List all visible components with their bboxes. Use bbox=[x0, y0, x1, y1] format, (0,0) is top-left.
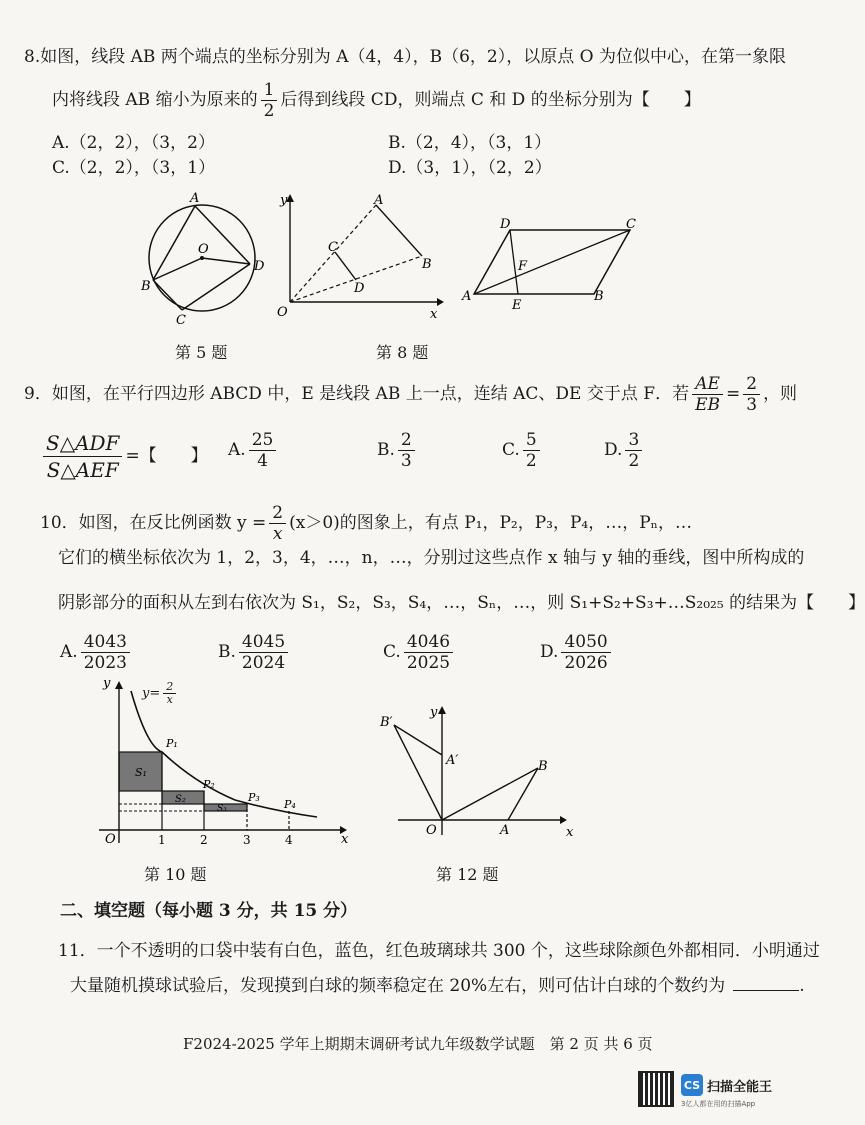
q10-option-c-label: C. bbox=[383, 642, 401, 662]
fig12-label-a: A bbox=[500, 823, 510, 838]
fig5-label-d: D bbox=[254, 259, 265, 274]
fig5-label-c: C bbox=[176, 313, 186, 328]
fig10-function-label bbox=[142, 681, 179, 706]
q10-line2: 它们的横坐标依次为 1，2，3，4，…，n，…，分别过这些点作 x 轴与 y 轴的垂线，图中所构成的 bbox=[58, 548, 805, 568]
qr-code-icon bbox=[638, 1071, 674, 1107]
q9-option-d-num: 3 bbox=[625, 430, 642, 451]
q9-ratio-num: AE bbox=[692, 374, 723, 395]
fig12-label-y: y bbox=[430, 705, 438, 720]
fig5-chord-ba bbox=[153, 206, 195, 280]
q10-option-c bbox=[383, 632, 456, 673]
fig8-segment-cd bbox=[335, 252, 356, 280]
fig8-label-y: y bbox=[280, 193, 288, 208]
fig5-label-b: B bbox=[141, 279, 151, 294]
q10-option-a-num: 4043 bbox=[81, 632, 130, 653]
figure-5 bbox=[140, 188, 275, 328]
q10-fn-den: x bbox=[272, 524, 283, 544]
q9-eq: = bbox=[725, 384, 741, 404]
figure-8 bbox=[272, 190, 447, 322]
fig10-tick-3: 3 bbox=[243, 833, 251, 847]
q10-option-c-num: 4046 bbox=[404, 632, 453, 653]
fig10-label-o: O bbox=[105, 832, 116, 847]
fig10-label-x: x bbox=[341, 832, 349, 847]
q9-ratio-value bbox=[743, 374, 760, 415]
fig10-label-p2: P₂ bbox=[203, 778, 215, 791]
scanner-tagline: 3亿人都在用的扫描App bbox=[681, 1100, 756, 1108]
fig12-x-arrow bbox=[560, 816, 567, 824]
section-2-heading: 二、填空题（每小题 3 分，共 15 分） bbox=[60, 901, 358, 921]
scanner-logo-icon: CS bbox=[681, 1074, 703, 1096]
q9-area-ratio bbox=[43, 430, 122, 483]
q10-line1-pre: 10．如图，在反比例函数 y = bbox=[40, 513, 267, 533]
fig8-label-d: D bbox=[354, 281, 365, 296]
q10-line3: 阴影部分的面积从左到右依次为 S₁，S₂，S₃，S₄，…，Sₙ，…，则 S₁+S₂+S₃+…S₂₀₂₅ 的结果为【 】 bbox=[58, 593, 865, 613]
q8-frac-den: 2 bbox=[263, 101, 275, 121]
fig10-fn-frac bbox=[163, 681, 176, 706]
q8-option-d: D.（3，1），（2，2） bbox=[388, 158, 552, 178]
fig8-caption: 第 8 题 bbox=[376, 343, 429, 362]
fig9-label-f: F bbox=[518, 259, 528, 274]
fig10-y-arrow bbox=[115, 681, 123, 689]
fig8-x-arrow bbox=[437, 298, 444, 306]
fig9-label-e: E bbox=[512, 298, 522, 313]
q8-line1: 8.如图，线段 AB 两个端点的坐标分别为 A（4，4），B（6，2），以原点 O 为位似中心，在第一象限 bbox=[24, 47, 786, 67]
fig10-label-s3: S₃ bbox=[217, 804, 227, 814]
q10-function-frac bbox=[269, 503, 286, 544]
q9-option-c-label: C. bbox=[502, 440, 520, 460]
fig12-label-a1: A′ bbox=[446, 753, 459, 768]
fig9-segment-de bbox=[510, 230, 518, 294]
q10-line1-post: (x＞0)的图象上，有点 P₁，P₂，P₃，P₄，…，Pₙ，… bbox=[289, 513, 693, 533]
fig10-label-p4: P₄ bbox=[284, 798, 296, 811]
q9-option-b bbox=[377, 430, 418, 471]
q10-option-d-num: 4050 bbox=[561, 632, 610, 653]
fig8-label-o: O bbox=[277, 305, 288, 320]
fig10-label-y: y bbox=[103, 676, 111, 691]
q9-line2 bbox=[40, 430, 208, 483]
fig8-label-a: A bbox=[374, 193, 384, 208]
fig9-label-b: B bbox=[594, 289, 604, 304]
fig12-label-b1: B′ bbox=[380, 715, 393, 730]
q9-option-a-label: A. bbox=[228, 440, 246, 460]
figure-12 bbox=[370, 700, 580, 840]
q11-line2: 大量随机摸球试验后，发现摸到白球的频率稳定在 20%左右，则可估计白球的个数约为 . bbox=[70, 976, 805, 996]
fig10-tick-2: 2 bbox=[200, 833, 208, 847]
q9-option-c-frac bbox=[523, 430, 540, 471]
q9-option-b-num: 2 bbox=[398, 430, 415, 451]
q10-option-a-frac bbox=[81, 632, 130, 673]
fig12-caption: 第 12 题 bbox=[436, 865, 499, 884]
q9-ratio-den: EB bbox=[695, 395, 720, 415]
fig8-label-x: x bbox=[430, 307, 438, 322]
fig9-label-d: D bbox=[500, 217, 511, 232]
fig12-label-b: B bbox=[538, 759, 548, 774]
fig5-radius-ob bbox=[153, 258, 202, 280]
fig8-segment-ab bbox=[376, 205, 422, 256]
q10-line1 bbox=[40, 503, 692, 544]
fig10-label-p1: P₁ bbox=[166, 737, 178, 750]
fig8-label-c: C bbox=[328, 240, 338, 255]
fig5-label-o: O bbox=[198, 242, 209, 257]
q9-line1 bbox=[24, 374, 797, 415]
fig5-radius-od bbox=[202, 258, 250, 264]
q9-option-d-frac bbox=[625, 430, 642, 471]
q8-line2 bbox=[52, 80, 701, 121]
q9-area-den: S△AEF bbox=[46, 458, 119, 482]
q10-option-b-label: B. bbox=[218, 642, 236, 662]
q9-option-a bbox=[228, 430, 279, 471]
q11-line2-text: 大量随机摸球试验后，发现摸到白球的频率稳定在 20%左右，则可估计白球的个数约为 bbox=[70, 976, 726, 996]
fig10-caption: 第 10 题 bbox=[144, 865, 207, 884]
q10-option-d-den: 2026 bbox=[564, 653, 608, 673]
fig10-tick-4: 4 bbox=[285, 833, 293, 847]
figure-10 bbox=[95, 675, 355, 850]
fig9-diagonal-ac bbox=[474, 230, 630, 294]
fig5-chord-cb bbox=[153, 280, 182, 310]
q9-then: ，则 bbox=[763, 384, 798, 404]
q10-option-a-label: A. bbox=[60, 642, 78, 662]
fig10-fn-num: 2 bbox=[163, 681, 176, 694]
q10-option-d-frac bbox=[561, 632, 610, 673]
q9-option-c bbox=[502, 430, 543, 471]
q10-option-d-label: D. bbox=[540, 642, 559, 662]
figure-9 bbox=[460, 214, 645, 314]
q10-option-c-den: 2025 bbox=[406, 653, 451, 673]
q10-option-b bbox=[218, 632, 291, 673]
fig5-label-a: A bbox=[190, 191, 200, 206]
q8-line2-post: 后得到线段 CD，则端点 C 和 D 的坐标分别为【 】 bbox=[280, 90, 701, 110]
fig10-tick-1: 1 bbox=[158, 833, 166, 847]
q10-option-b-frac bbox=[239, 632, 288, 673]
q10-option-b-num: 4045 bbox=[239, 632, 288, 653]
q9-option-b-frac bbox=[398, 430, 415, 471]
q8-frac-num: 1 bbox=[261, 80, 278, 101]
fig10-label-s1: S₁ bbox=[135, 766, 147, 779]
q9-bracket: =【 】 bbox=[125, 446, 208, 466]
q10-option-b-den: 2024 bbox=[241, 653, 286, 673]
q8-fraction bbox=[261, 80, 278, 121]
q9-area-num: S△ADF bbox=[43, 430, 122, 457]
q9-ratio-value-num: 2 bbox=[743, 374, 760, 395]
q11-line1: 11．一个不透明的口袋中装有白色，蓝色，红色玻璃球共 300 个，这些球除颜色外都相同．小明通过 bbox=[58, 941, 820, 961]
q9-line1-text: 9．如图，在平行四边形 ABCD 中，E 是线段 AB 上一点，连结 AC、DE 交于点 F．若 bbox=[24, 384, 690, 404]
q9-option-a-den: 4 bbox=[257, 451, 268, 471]
fig9-label-c: C bbox=[626, 217, 636, 232]
q9-option-d-label: D. bbox=[604, 440, 623, 460]
q8-option-b: B.（2，4），（3，1） bbox=[388, 133, 552, 153]
q9-option-c-den: 2 bbox=[525, 451, 537, 471]
q10-fn-num: 2 bbox=[269, 503, 286, 524]
fig10-label-p3: P₃ bbox=[248, 791, 260, 804]
q9-option-b-label: B. bbox=[377, 440, 395, 460]
fig10-fn-den: x bbox=[166, 693, 173, 706]
q10-option-a-den: 2023 bbox=[83, 653, 127, 673]
fig5-caption: 第 5 题 bbox=[175, 343, 228, 362]
q8-line2-pre: 内将线段 AB 缩小为原来的 bbox=[52, 90, 258, 110]
q9-option-a-frac bbox=[249, 430, 277, 471]
q10-option-d bbox=[540, 632, 614, 673]
fig8-label-b: B bbox=[422, 257, 432, 272]
q10-option-a bbox=[60, 632, 133, 673]
q11-answer-blank[interactable] bbox=[733, 990, 799, 991]
fig12-y-arrow bbox=[438, 706, 446, 714]
q9-option-d-den: 2 bbox=[628, 451, 640, 471]
q9-option-c-num: 5 bbox=[523, 430, 540, 451]
fig10-label-s2: S₂ bbox=[175, 794, 186, 805]
q8-option-a: A.（2，2），（3，2） bbox=[52, 133, 215, 153]
fig12-label-o: O bbox=[426, 823, 437, 838]
fig9-label-a: A bbox=[462, 289, 472, 304]
fig5-chord-dc bbox=[182, 264, 250, 310]
q9-option-a-num: 25 bbox=[249, 430, 277, 451]
scanner-app-name: 扫描全能王 bbox=[707, 1080, 773, 1095]
q10-option-c-frac bbox=[404, 632, 453, 673]
q8-option-c: C.（2，2），（3，1） bbox=[52, 158, 216, 178]
fig12-label-x: x bbox=[566, 825, 574, 840]
page-footer: F2024-2025 学年上期期末调研考试九年级数学试题 第 2 页 共 6 页 bbox=[183, 1035, 653, 1053]
q9-option-b-den: 3 bbox=[400, 451, 412, 471]
fig10-fn-prefix: y= bbox=[142, 686, 161, 701]
q9-option-d bbox=[604, 430, 645, 471]
q9-ratio-value-den: 3 bbox=[746, 395, 758, 415]
q9-ratio-frac bbox=[692, 374, 723, 415]
